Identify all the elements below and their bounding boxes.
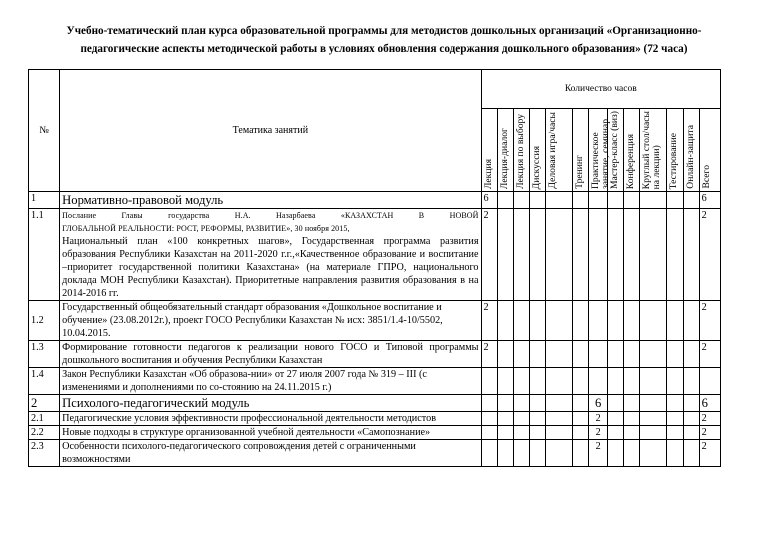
cell-lecture: 2: [481, 209, 497, 301]
header-col-label: Лекция: [482, 158, 494, 189]
header-col-business-game: [545, 109, 572, 192]
header-col-label: Тестирование: [668, 132, 680, 189]
row-num: 2.1: [29, 412, 60, 426]
header-col-conference: [624, 109, 640, 192]
header-col-lecture-choice: [513, 109, 529, 192]
header-row-1: [29, 70, 721, 109]
row-num: 1: [29, 192, 60, 209]
row-topic-line: Послание Главы государства Н.А. Назарбаева «КАЗАХСТАН В НОВОЙ: [62, 211, 479, 220]
row-num: 1.3: [29, 341, 60, 368]
row-topic: Психолого-педагогический модуль: [60, 395, 481, 412]
table-row: [29, 395, 721, 412]
cell-total: 2: [699, 209, 720, 301]
cell-total: 2: [699, 426, 720, 440]
table-row: [29, 426, 721, 440]
table-row: [29, 192, 721, 209]
header-col-label: Тренинг: [573, 155, 585, 189]
cell-total: 6: [699, 395, 720, 412]
row-num: 2.2: [29, 426, 60, 440]
cell-total: 2: [699, 440, 720, 467]
header-col-discussion: [529, 109, 545, 192]
table-row: [29, 368, 721, 395]
row-topic: Особенности психолого-педагогического сопровождения детей с ограниченными возможностями: [60, 440, 481, 467]
header-col-masterclass: [608, 109, 624, 192]
cell-practical: 2: [589, 412, 608, 426]
table-row: [29, 440, 721, 467]
header-col-testing: [667, 109, 683, 192]
cell-lecture: 2: [481, 301, 497, 341]
row-topic-line: ГЛОБАЛЬНОЙ РЕАЛЬНОСТИ: РОСТ, РЕФОРМЫ, РАЗВИТИЕ», 30 ноября 2015,: [62, 224, 350, 233]
header-col-online-defense: [683, 109, 699, 192]
cell-total: 2: [699, 412, 720, 426]
table-row: [29, 301, 721, 341]
document-title: [30, 22, 738, 58]
cell-lecture: 2: [481, 341, 497, 368]
header-col-label: Всего: [700, 165, 712, 189]
row-topic: Педагогические условия эффективности профессиональной деятельности методистов: [60, 412, 481, 426]
header-col-round-table: [640, 109, 667, 192]
cell-practical: 6: [589, 395, 608, 412]
cell-total: 6: [699, 192, 720, 209]
header-num: №: [29, 70, 60, 192]
row-topic: Нормативно-правовой модуль: [60, 192, 481, 209]
header-col-label: Лекция по выбору: [514, 114, 526, 189]
header-col-label: Лекция-диалог: [498, 127, 510, 189]
table-row: [29, 209, 721, 301]
cell-lecture: 6: [481, 192, 497, 209]
header-col-practical: [589, 109, 612, 192]
title-line-2: педагогические аспекты методической работы в условиях обновления содержания дошкольного образования» (72 часа): [80, 43, 688, 55]
header-col-label: Круглый стол/часы на лекции): [641, 110, 663, 189]
row-num: 1.2: [29, 301, 60, 341]
row-topic: Закон Республики Казахстан «Об образова-нии» от 27 июля 2007 года № 319 – III (с изменениями и дополнениями по со-стоянию на 24.11.2015 г.): [60, 368, 481, 395]
table-row: [29, 341, 721, 368]
header-col-lecture-dialog: [497, 109, 513, 192]
title-line-1: Учебно-тематический план курса образовательной программы для методистов дошкольных организаций «Организационно-: [66, 25, 702, 37]
row-topic: Государственный общеобязательный стандарт образования «Дошкольное воспитание и обучение» (23.08.2012г.), проект ГОСО Республики Казахстан № исх: 3851/1.4-10/5502, 10.04.2015.: [60, 301, 481, 341]
header-col-label: Дискуссия: [530, 145, 542, 189]
header-col-label: Практическое занятие, семинар: [590, 118, 612, 189]
header-col-label: Мастер-класс (виз): [609, 111, 621, 189]
row-num: 1.4: [29, 368, 60, 395]
row-topic: Формирование готовности педагогов к реализации нового ГОСО и Типовой программы дошкольного воспитания и обучения Республики Казахстан: [60, 341, 481, 368]
header-col-training: [572, 109, 588, 192]
row-topic: Новые подходы в структуре организованной учебной деятельности «Самопознание»: [60, 426, 481, 440]
header-hours-total: Количество часов: [481, 70, 720, 109]
table-row: [29, 412, 721, 426]
header-topic: Тематика занятий: [60, 70, 481, 192]
header-col-label: Конференция: [625, 133, 637, 189]
row-topic-text: Национальный план «100 конкретных шагов», Государственная программа развития образования Республики Казахстан на 2011-2020 г.г.,«Качественное образование и воспитание –приоритет государственной политики Казахстана» (на материале ГПРО, национального доклада МОН Республики Казахстан). Приоритетные направления развития образования в на 2014-2016 гг.: [62, 236, 479, 299]
row-num: 2.3: [29, 440, 60, 467]
cell-total: 2: [699, 341, 720, 368]
row-topic: [60, 209, 481, 301]
header-col-total: [699, 109, 720, 192]
cell-practical: 2: [589, 426, 608, 440]
header-col-label: Онлайн-защита: [684, 125, 696, 189]
row-num: 2: [29, 395, 60, 412]
row-num: 1.1: [29, 209, 60, 301]
header-col-lecture: [481, 109, 497, 192]
cell-practical: 2: [589, 440, 608, 467]
curriculum-table: [28, 69, 721, 467]
cell-total: 2: [699, 301, 720, 341]
header-col-label: Деловая игра/часы: [546, 112, 558, 189]
